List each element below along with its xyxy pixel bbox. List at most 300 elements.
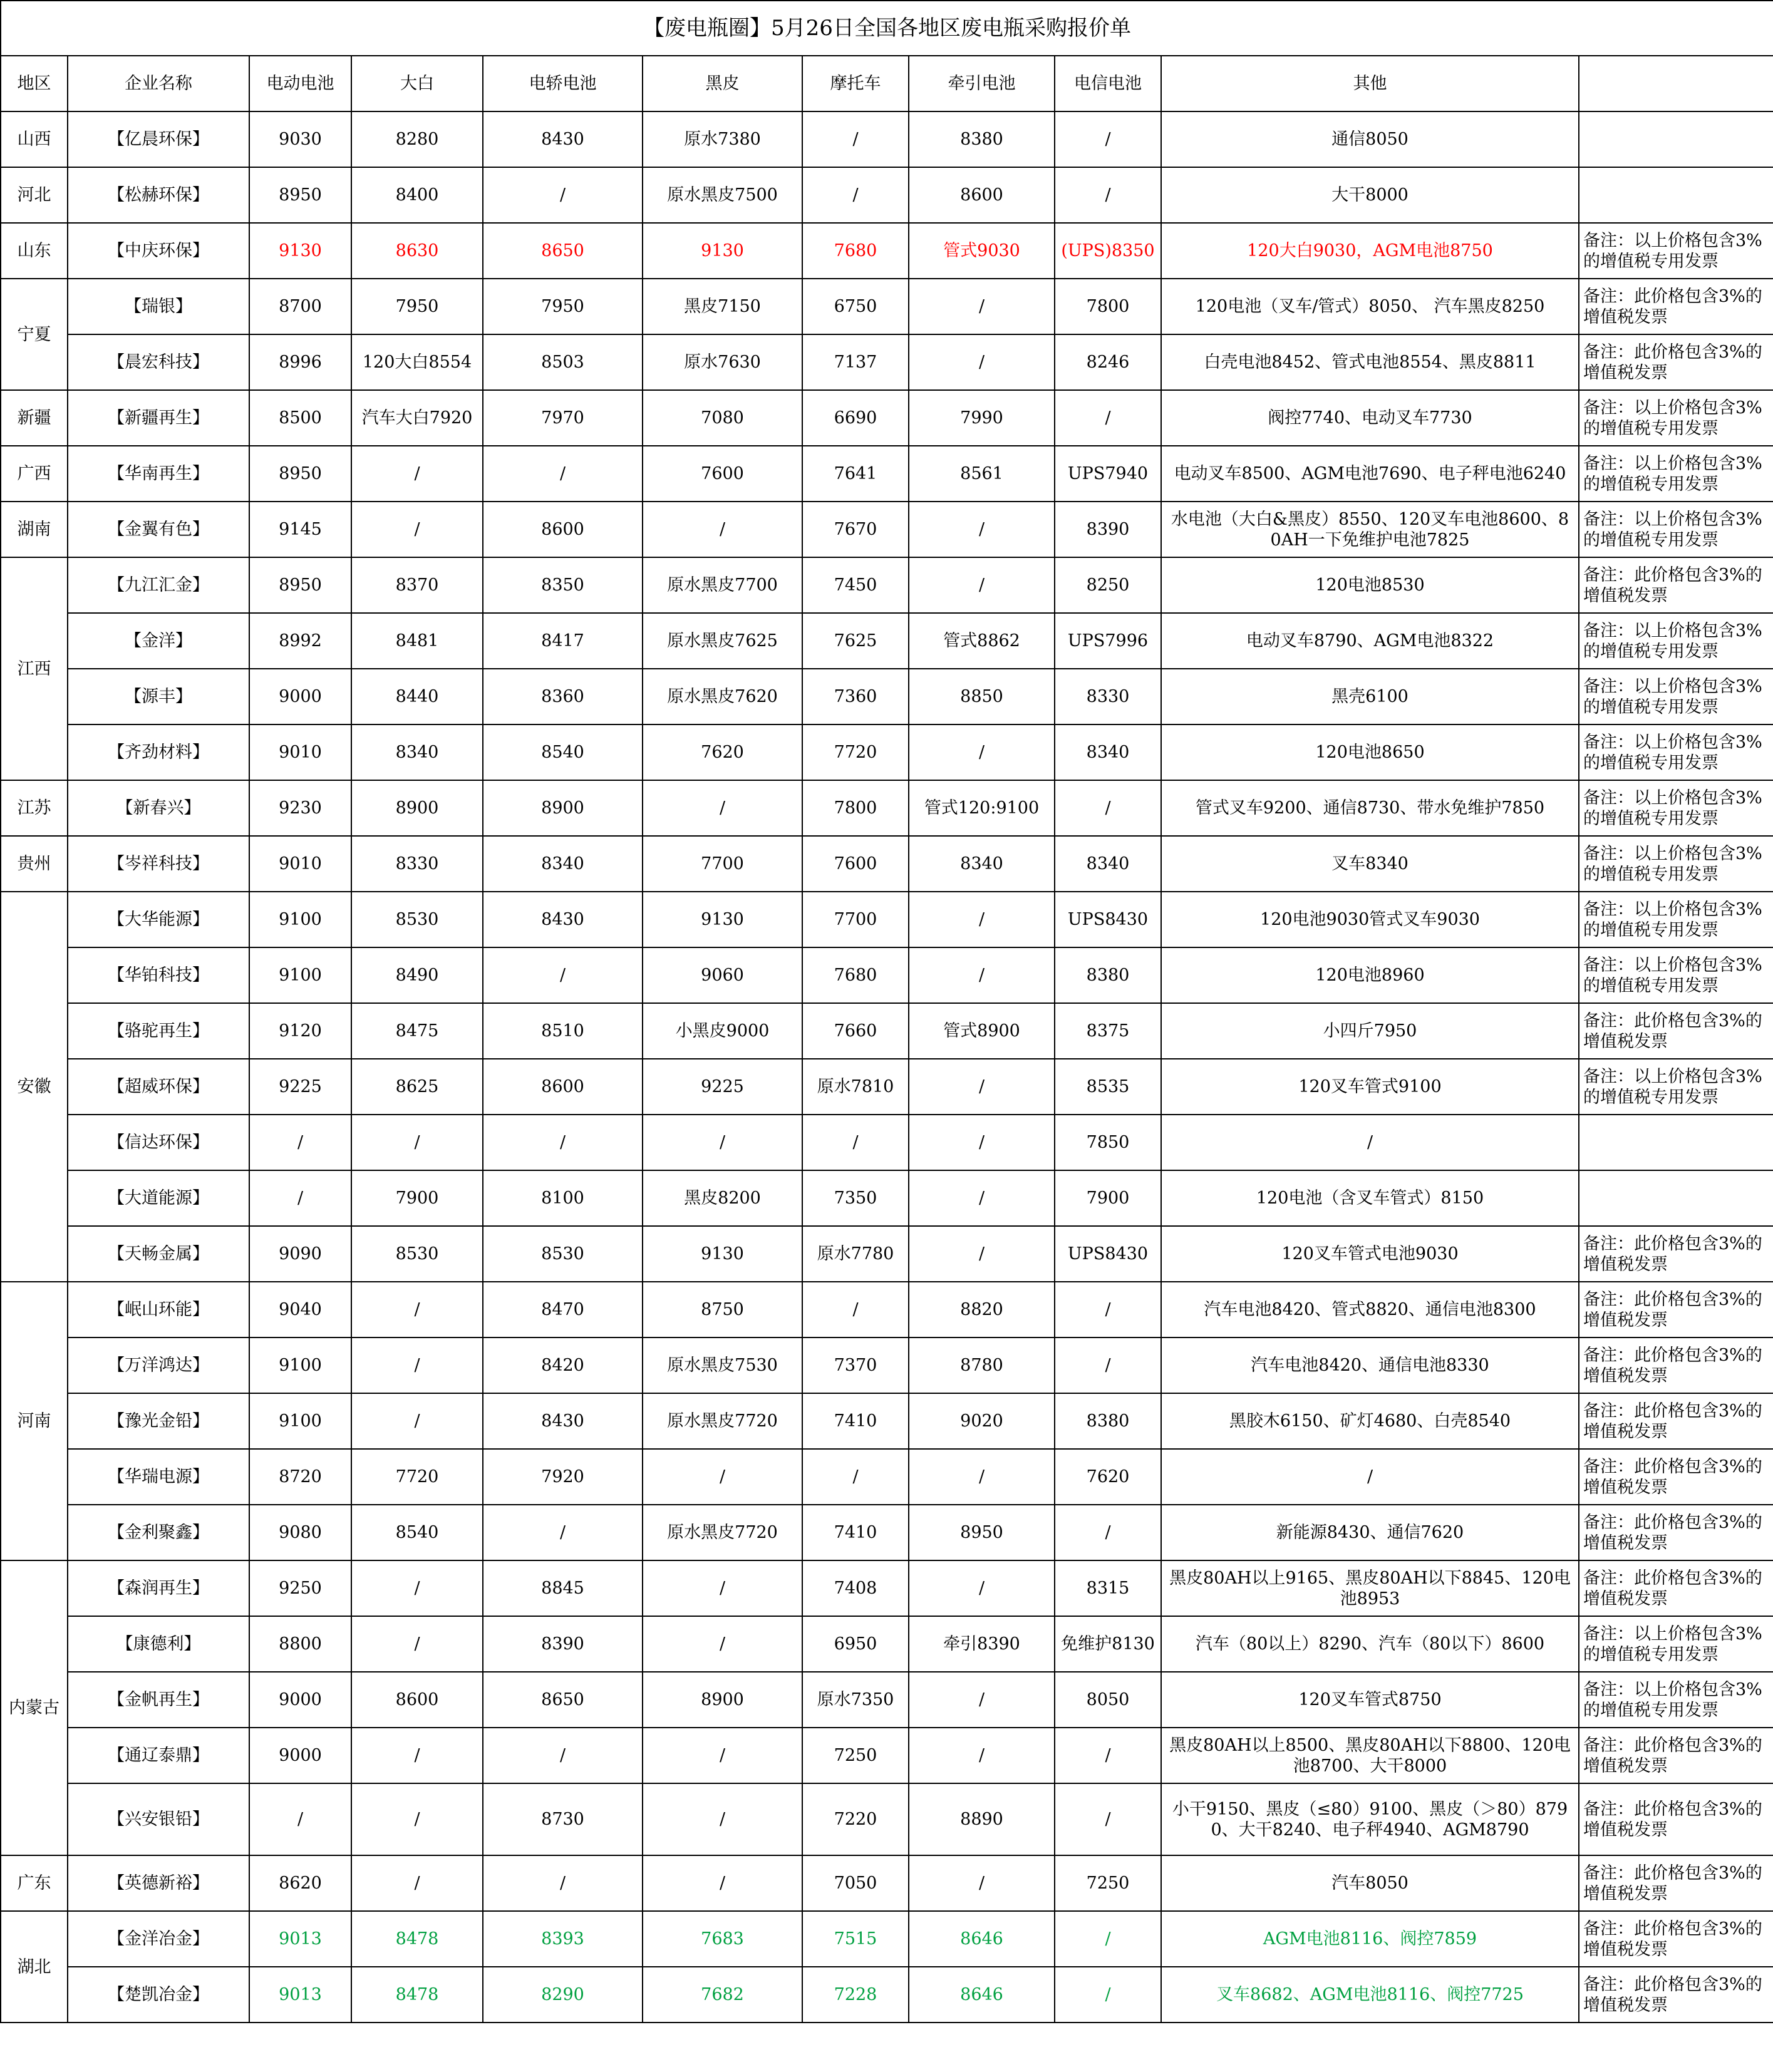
note-cell: 备注：以上价格包含3%的增值税专用发票 xyxy=(1579,669,1773,724)
table-row xyxy=(1,1911,1773,1967)
price-cell: / xyxy=(802,1115,909,1170)
price-cell: 8420 xyxy=(483,1338,643,1393)
price-cell: / xyxy=(909,1115,1055,1170)
price-cell: 原水黑皮7500 xyxy=(643,167,802,223)
price-cell: / xyxy=(483,167,643,223)
table-row xyxy=(1,1855,1773,1911)
price-cell: 7720 xyxy=(351,1449,483,1505)
price-cell: 7410 xyxy=(802,1393,909,1449)
price-cell: 7990 xyxy=(909,390,1055,446)
price-cell: 7625 xyxy=(802,613,909,669)
price-cell: / xyxy=(643,1616,802,1672)
note-cell: 备注：此价格包含3%的增值税发票 xyxy=(1579,1560,1773,1616)
price-cell: 原水黑皮7720 xyxy=(643,1393,802,1449)
price-cell: 8845 xyxy=(483,1560,643,1616)
company-cell: 【晨宏科技】 xyxy=(68,334,249,390)
price-cell: 9010 xyxy=(249,724,351,780)
price-cell: 9130 xyxy=(643,892,802,947)
table-row xyxy=(1,167,1773,223)
column-header: 电信电池 xyxy=(1055,56,1161,111)
price-cell: 8900 xyxy=(643,1672,802,1728)
price-cell: 6690 xyxy=(802,390,909,446)
price-cell: 8340 xyxy=(909,836,1055,892)
price-cell: 7700 xyxy=(802,892,909,947)
price-cell: 8950 xyxy=(249,167,351,223)
table-row xyxy=(1,1616,1773,1672)
price-cell: 8992 xyxy=(249,613,351,669)
price-cell: / xyxy=(909,724,1055,780)
price-cell: 8490 xyxy=(351,947,483,1003)
table-row xyxy=(1,557,1773,613)
price-cell: 9100 xyxy=(249,892,351,947)
note-cell xyxy=(1579,1170,1773,1226)
price-cell: 8350 xyxy=(483,557,643,613)
note-cell: 备注：此价格包含3%的增值税发票 xyxy=(1579,334,1773,390)
table-row xyxy=(1,892,1773,947)
price-cell: 8380 xyxy=(1055,947,1161,1003)
company-cell: 【骆驼再生】 xyxy=(68,1003,249,1059)
company-cell: 【楚凯冶金】 xyxy=(68,1967,249,2023)
price-cell: / xyxy=(909,1449,1055,1505)
price-cell: / xyxy=(249,1115,351,1170)
price-cell: 7370 xyxy=(802,1338,909,1393)
price-cell: / xyxy=(483,1505,643,1560)
other-cell: 120电池8530 xyxy=(1161,557,1579,613)
price-cell: 9013 xyxy=(249,1911,351,1967)
price-cell: / xyxy=(483,1855,643,1911)
price-cell: 8950 xyxy=(909,1505,1055,1560)
price-cell: / xyxy=(643,1115,802,1170)
price-cell: 8475 xyxy=(351,1003,483,1059)
table-row xyxy=(1,502,1773,557)
price-cell: 8430 xyxy=(483,111,643,167)
price-cell: 9130 xyxy=(249,223,351,279)
note-cell xyxy=(1579,167,1773,223)
other-cell: 电动叉车8790、AGM电池8322 xyxy=(1161,613,1579,669)
other-cell: 小干9150、黑皮（≤80）9100、黑皮（＞80）8790、大干8240、电子秤4940、AGM8790 xyxy=(1161,1783,1579,1855)
note-cell: 备注：此价格包含3%的增值税发票 xyxy=(1579,1728,1773,1783)
other-cell: 电动叉车8500、AGM电池7690、电子秤电池6240 xyxy=(1161,446,1579,502)
price-cell: 7850 xyxy=(1055,1115,1161,1170)
region-cell: 江苏 xyxy=(1,780,68,836)
other-cell: 管式叉车9200、通信8730、带水免维护7850 xyxy=(1161,780,1579,836)
price-cell: 9225 xyxy=(249,1059,351,1115)
other-cell: 120叉车管式8750 xyxy=(1161,1672,1579,1728)
price-cell: 8340 xyxy=(351,724,483,780)
price-cell: 8600 xyxy=(483,1059,643,1115)
price-cell: / xyxy=(1055,390,1161,446)
other-cell: 120电池9030管式叉车9030 xyxy=(1161,892,1579,947)
column-header xyxy=(1579,56,1773,111)
price-cell: 7970 xyxy=(483,390,643,446)
table-row xyxy=(1,1059,1773,1115)
price-cell: / xyxy=(909,1855,1055,1911)
price-cell: 9100 xyxy=(249,1338,351,1393)
region-cell: 新疆 xyxy=(1,390,68,446)
price-cell: 9120 xyxy=(249,1003,351,1059)
company-cell: 【金翼有色】 xyxy=(68,502,249,557)
column-header: 牵引电池 xyxy=(909,56,1055,111)
price-cell: 7250 xyxy=(1055,1855,1161,1911)
price-cell: 8950 xyxy=(249,557,351,613)
price-cell: 8510 xyxy=(483,1003,643,1059)
price-cell: 9130 xyxy=(643,1226,802,1282)
note-cell: 备注：以上价格包含3%的增值税专用发票 xyxy=(1579,446,1773,502)
price-cell: 8530 xyxy=(483,1226,643,1282)
price-cell: 9020 xyxy=(909,1393,1055,1449)
price-cell: 管式9030 xyxy=(909,223,1055,279)
price-cell: 8620 xyxy=(249,1855,351,1911)
price-cell: 8646 xyxy=(909,1911,1055,1967)
price-cell: 8650 xyxy=(483,1672,643,1728)
price-cell: 120大白8554 xyxy=(351,334,483,390)
note-cell: 备注：此价格包含3%的增值税发票 xyxy=(1579,1003,1773,1059)
price-cell: 7920 xyxy=(483,1449,643,1505)
price-cell: 原水7780 xyxy=(802,1226,909,1282)
price-cell: 8996 xyxy=(249,334,351,390)
company-cell: 【超威环保】 xyxy=(68,1059,249,1115)
table-row xyxy=(1,1505,1773,1560)
price-cell: 管式120:9100 xyxy=(909,780,1055,836)
price-cell: 8750 xyxy=(643,1282,802,1338)
price-cell: 7220 xyxy=(802,1783,909,1855)
price-cell: 7800 xyxy=(802,780,909,836)
note-cell: 备注：此价格包含3%的增值税发票 xyxy=(1579,1393,1773,1449)
price-cell: 牵引8390 xyxy=(909,1616,1055,1672)
company-cell: 【九江汇金】 xyxy=(68,557,249,613)
price-cell: / xyxy=(643,780,802,836)
table-row xyxy=(1,1170,1773,1226)
price-cell: 7228 xyxy=(802,1967,909,2023)
price-cell: 8503 xyxy=(483,334,643,390)
price-cell: 8478 xyxy=(351,1911,483,1967)
price-cell: 8625 xyxy=(351,1059,483,1115)
price-cell: / xyxy=(909,334,1055,390)
other-cell: AGM电池8116、阀控7859 xyxy=(1161,1911,1579,1967)
price-cell: / xyxy=(351,1855,483,1911)
price-cell: 免维护8130 xyxy=(1055,1616,1161,1672)
price-cell: 8370 xyxy=(351,557,483,613)
company-cell: 【岑祥科技】 xyxy=(68,836,249,892)
price-cell: 7080 xyxy=(643,390,802,446)
table-row xyxy=(1,1560,1773,1616)
price-cell: 9145 xyxy=(249,502,351,557)
region-cell: 江西 xyxy=(1,557,68,780)
price-cell: 原水黑皮7720 xyxy=(643,1505,802,1560)
price-cell: / xyxy=(909,892,1055,947)
price-cell: / xyxy=(1055,1967,1161,2023)
company-cell: 【岷山环能】 xyxy=(68,1282,249,1338)
price-cell: 8530 xyxy=(351,1226,483,1282)
price-cell: / xyxy=(1055,1783,1161,1855)
price-cell: 8540 xyxy=(483,724,643,780)
company-cell: 【齐劲材料】 xyxy=(68,724,249,780)
table-row xyxy=(1,223,1773,279)
price-cell: 7360 xyxy=(802,669,909,724)
price-cell: / xyxy=(909,1059,1055,1115)
price-cell: 9090 xyxy=(249,1226,351,1282)
price-cell: / xyxy=(1055,167,1161,223)
price-cell: 7408 xyxy=(802,1560,909,1616)
price-cell: 9040 xyxy=(249,1282,351,1338)
table-row xyxy=(1,1338,1773,1393)
price-cell: 8730 xyxy=(483,1783,643,1855)
price-cell: 7620 xyxy=(643,724,802,780)
note-cell: 备注：此价格包含3%的增值税发票 xyxy=(1579,1855,1773,1911)
column-header: 地区 xyxy=(1,56,68,111)
other-cell: 120电池（含叉车管式）8150 xyxy=(1161,1170,1579,1226)
company-cell: 【通辽泰鼎】 xyxy=(68,1728,249,1783)
column-header: 电动电池 xyxy=(249,56,351,111)
price-cell: / xyxy=(909,1560,1055,1616)
table-row xyxy=(1,1449,1773,1505)
price-cell: 9100 xyxy=(249,1393,351,1449)
price-cell: / xyxy=(351,1616,483,1672)
price-cell: / xyxy=(643,1449,802,1505)
region-cell: 宁夏 xyxy=(1,279,68,390)
price-cell: 8600 xyxy=(483,502,643,557)
price-cell: / xyxy=(909,279,1055,334)
other-cell: 汽车（80以上）8290、汽车（80以下）8600 xyxy=(1161,1616,1579,1672)
price-cell: UPS7940 xyxy=(1055,446,1161,502)
price-cell: / xyxy=(643,1728,802,1783)
other-cell: 通信8050 xyxy=(1161,111,1579,167)
company-cell: 【华铂科技】 xyxy=(68,947,249,1003)
company-cell: 【英德新裕】 xyxy=(68,1855,249,1911)
note-cell: 备注：此价格包含3%的增值税发票 xyxy=(1579,1226,1773,1282)
price-cell: 管式8862 xyxy=(909,613,1055,669)
column-header: 其他 xyxy=(1161,56,1579,111)
region-cell: 河北 xyxy=(1,167,68,223)
price-cell: / xyxy=(351,446,483,502)
table-row xyxy=(1,1393,1773,1449)
price-cell: 8390 xyxy=(1055,502,1161,557)
price-cell: 8390 xyxy=(483,1616,643,1672)
other-cell: 120电池（叉车/管式）8050、 汽车黑皮8250 xyxy=(1161,279,1579,334)
table-row xyxy=(1,613,1773,669)
price-cell: 7600 xyxy=(643,446,802,502)
price-cell: 8950 xyxy=(249,446,351,502)
price-cell: 9225 xyxy=(643,1059,802,1115)
other-cell: 120电池8650 xyxy=(1161,724,1579,780)
price-cell: 7660 xyxy=(802,1003,909,1059)
company-cell: 【新春兴】 xyxy=(68,780,249,836)
price-cell: UPS8430 xyxy=(1055,892,1161,947)
column-header: 大白 xyxy=(351,56,483,111)
region-cell: 湖南 xyxy=(1,502,68,557)
note-cell: 备注：以上价格包含3%的增值税专用发票 xyxy=(1579,724,1773,780)
price-cell: 8375 xyxy=(1055,1003,1161,1059)
company-cell: 【瑞银】 xyxy=(68,279,249,334)
price-cell: 8250 xyxy=(1055,557,1161,613)
price-cell: 8800 xyxy=(249,1616,351,1672)
note-cell: 备注：此价格包含3%的增值税发票 xyxy=(1579,279,1773,334)
price-cell: / xyxy=(1055,1728,1161,1783)
price-cell: 8360 xyxy=(483,669,643,724)
price-cell: / xyxy=(802,1282,909,1338)
price-cell: 7900 xyxy=(1055,1170,1161,1226)
other-cell: 叉车8340 xyxy=(1161,836,1579,892)
note-cell: 备注：此价格包含3%的增值税发票 xyxy=(1579,1967,1773,2023)
price-cell: 7950 xyxy=(483,279,643,334)
price-cell: 8315 xyxy=(1055,1560,1161,1616)
price-cell: 7900 xyxy=(351,1170,483,1226)
price-cell: 8340 xyxy=(1055,836,1161,892)
other-cell: 120电池8960 xyxy=(1161,947,1579,1003)
price-cell: / xyxy=(483,947,643,1003)
price-cell: / xyxy=(643,1855,802,1911)
table-row xyxy=(1,334,1773,390)
table-row xyxy=(1,1728,1773,1783)
table-row xyxy=(1,1282,1773,1338)
region-cell: 广西 xyxy=(1,446,68,502)
table-row xyxy=(1,1967,1773,2023)
price-cell: UPS8430 xyxy=(1055,1226,1161,1282)
region-cell: 湖北 xyxy=(1,1911,68,2023)
price-cell: 8500 xyxy=(249,390,351,446)
price-cell: 7620 xyxy=(1055,1449,1161,1505)
company-cell: 【天畅金属】 xyxy=(68,1226,249,1282)
price-cell: / xyxy=(802,1449,909,1505)
price-cell: 原水黑皮7625 xyxy=(643,613,802,669)
price-cell: 7682 xyxy=(643,1967,802,2023)
other-cell: 大干8000 xyxy=(1161,167,1579,223)
other-cell: 黑壳6100 xyxy=(1161,669,1579,724)
price-cell: (UPS)8350 xyxy=(1055,223,1161,279)
other-cell: 120叉车管式电池9030 xyxy=(1161,1226,1579,1282)
price-cell: 小黑皮9000 xyxy=(643,1003,802,1059)
price-cell: 8900 xyxy=(483,780,643,836)
note-cell: 备注：此价格包含3%的增值税发票 xyxy=(1579,1505,1773,1560)
column-header: 电轿电池 xyxy=(483,56,643,111)
price-cell: 7680 xyxy=(802,947,909,1003)
company-cell: 【源丰】 xyxy=(68,669,249,724)
table-row xyxy=(1,390,1773,446)
table-row xyxy=(1,1672,1773,1728)
price-cell: 8481 xyxy=(351,613,483,669)
price-cell: 9080 xyxy=(249,1505,351,1560)
price-cell: 9013 xyxy=(249,1967,351,2023)
page-title: 【废电瓶圈】5月26日全国各地区废电瓶采购报价单 xyxy=(1,1,1773,56)
price-cell: / xyxy=(351,502,483,557)
price-cell: 9230 xyxy=(249,780,351,836)
price-cell: 8700 xyxy=(249,279,351,334)
price-cell: 7410 xyxy=(802,1505,909,1560)
price-cell: 9250 xyxy=(249,1560,351,1616)
note-cell: 备注：以上价格包含3%的增值税专用发票 xyxy=(1579,836,1773,892)
price-cell: 8820 xyxy=(909,1282,1055,1338)
note-cell xyxy=(1579,111,1773,167)
price-cell: / xyxy=(351,1560,483,1616)
price-cell: 8900 xyxy=(351,780,483,836)
price-cell: / xyxy=(1055,1338,1161,1393)
region-cell: 安徽 xyxy=(1,892,68,1282)
region-cell: 山东 xyxy=(1,223,68,279)
price-cell: 8440 xyxy=(351,669,483,724)
company-cell: 【大华能源】 xyxy=(68,892,249,947)
price-cell: / xyxy=(802,167,909,223)
table-row xyxy=(1,1003,1773,1059)
table-row xyxy=(1,724,1773,780)
price-cell: 8430 xyxy=(483,892,643,947)
price-cell: / xyxy=(643,1783,802,1855)
price-cell: 8646 xyxy=(909,1967,1055,2023)
price-cell: 7137 xyxy=(802,334,909,390)
price-cell: 8600 xyxy=(351,1672,483,1728)
other-cell: 阀控7740、电动叉车7730 xyxy=(1161,390,1579,446)
price-cell: 7720 xyxy=(802,724,909,780)
other-cell: 黑皮80AH以上9165、黑皮80AH以下8845、120电池8953 xyxy=(1161,1560,1579,1616)
price-cell: 7800 xyxy=(1055,279,1161,334)
company-cell: 【豫光金铅】 xyxy=(68,1393,249,1449)
price-cell: / xyxy=(483,1115,643,1170)
note-cell: 备注：此价格包含3%的增值税发票 xyxy=(1579,1783,1773,1855)
table-row xyxy=(1,446,1773,502)
price-cell: 8780 xyxy=(909,1338,1055,1393)
company-cell: 【金帆再生】 xyxy=(68,1672,249,1728)
price-cell: 7950 xyxy=(351,279,483,334)
price-cell: 8380 xyxy=(909,111,1055,167)
other-cell: 汽车电池8420、通信电池8330 xyxy=(1161,1338,1579,1393)
price-cell: / xyxy=(1055,1282,1161,1338)
price-cell: 9130 xyxy=(643,223,802,279)
note-cell: 备注：以上价格包含3%的增值税专用发票 xyxy=(1579,947,1773,1003)
price-cell: / xyxy=(1055,1911,1161,1967)
price-cell: 9010 xyxy=(249,836,351,892)
region-cell: 河南 xyxy=(1,1282,68,1560)
price-cell: 8720 xyxy=(249,1449,351,1505)
note-cell: 备注：以上价格包含3%的增值税专用发票 xyxy=(1579,390,1773,446)
price-cell: 7680 xyxy=(802,223,909,279)
price-cell: / xyxy=(909,1672,1055,1728)
price-cell: 8430 xyxy=(483,1393,643,1449)
price-cell: / xyxy=(249,1170,351,1226)
price-cell: 原水黑皮7700 xyxy=(643,557,802,613)
column-header: 黑皮 xyxy=(643,56,802,111)
note-cell: 备注：此价格包含3%的增值税发票 xyxy=(1579,557,1773,613)
other-cell: 白壳电池8452、管式电池8554、黑皮8811 xyxy=(1161,334,1579,390)
region-cell: 广东 xyxy=(1,1855,68,1911)
column-header: 企业名称 xyxy=(68,56,249,111)
price-cell: 9030 xyxy=(249,111,351,167)
note-cell: 备注：此价格包含3%的增值税发票 xyxy=(1579,1911,1773,1967)
other-cell: 黑胶木6150、矿灯4680、白壳8540 xyxy=(1161,1393,1579,1449)
price-cell: / xyxy=(643,502,802,557)
price-cell: 8478 xyxy=(351,1967,483,2023)
price-cell: / xyxy=(351,1393,483,1449)
company-cell: 【亿晨环保】 xyxy=(68,111,249,167)
price-cell: 8600 xyxy=(909,167,1055,223)
price-cell: / xyxy=(909,502,1055,557)
price-cell: 7050 xyxy=(802,1855,909,1911)
table-row xyxy=(1,669,1773,724)
price-cell: 8246 xyxy=(1055,334,1161,390)
price-cell: 8340 xyxy=(483,836,643,892)
price-cell: 8470 xyxy=(483,1282,643,1338)
price-cell: 8280 xyxy=(351,111,483,167)
price-cell: / xyxy=(1055,780,1161,836)
note-cell: 备注：以上价格包含3%的增值税专用发票 xyxy=(1579,1059,1773,1115)
price-cell: 原水黑皮7530 xyxy=(643,1338,802,1393)
company-cell: 【大道能源】 xyxy=(68,1170,249,1226)
price-cell: 8561 xyxy=(909,446,1055,502)
company-cell: 【信达环保】 xyxy=(68,1115,249,1170)
price-cell: / xyxy=(351,1783,483,1855)
price-cell: / xyxy=(351,1728,483,1783)
price-cell: 6950 xyxy=(802,1616,909,1672)
price-cell: 7600 xyxy=(802,836,909,892)
price-cell: 9060 xyxy=(643,947,802,1003)
